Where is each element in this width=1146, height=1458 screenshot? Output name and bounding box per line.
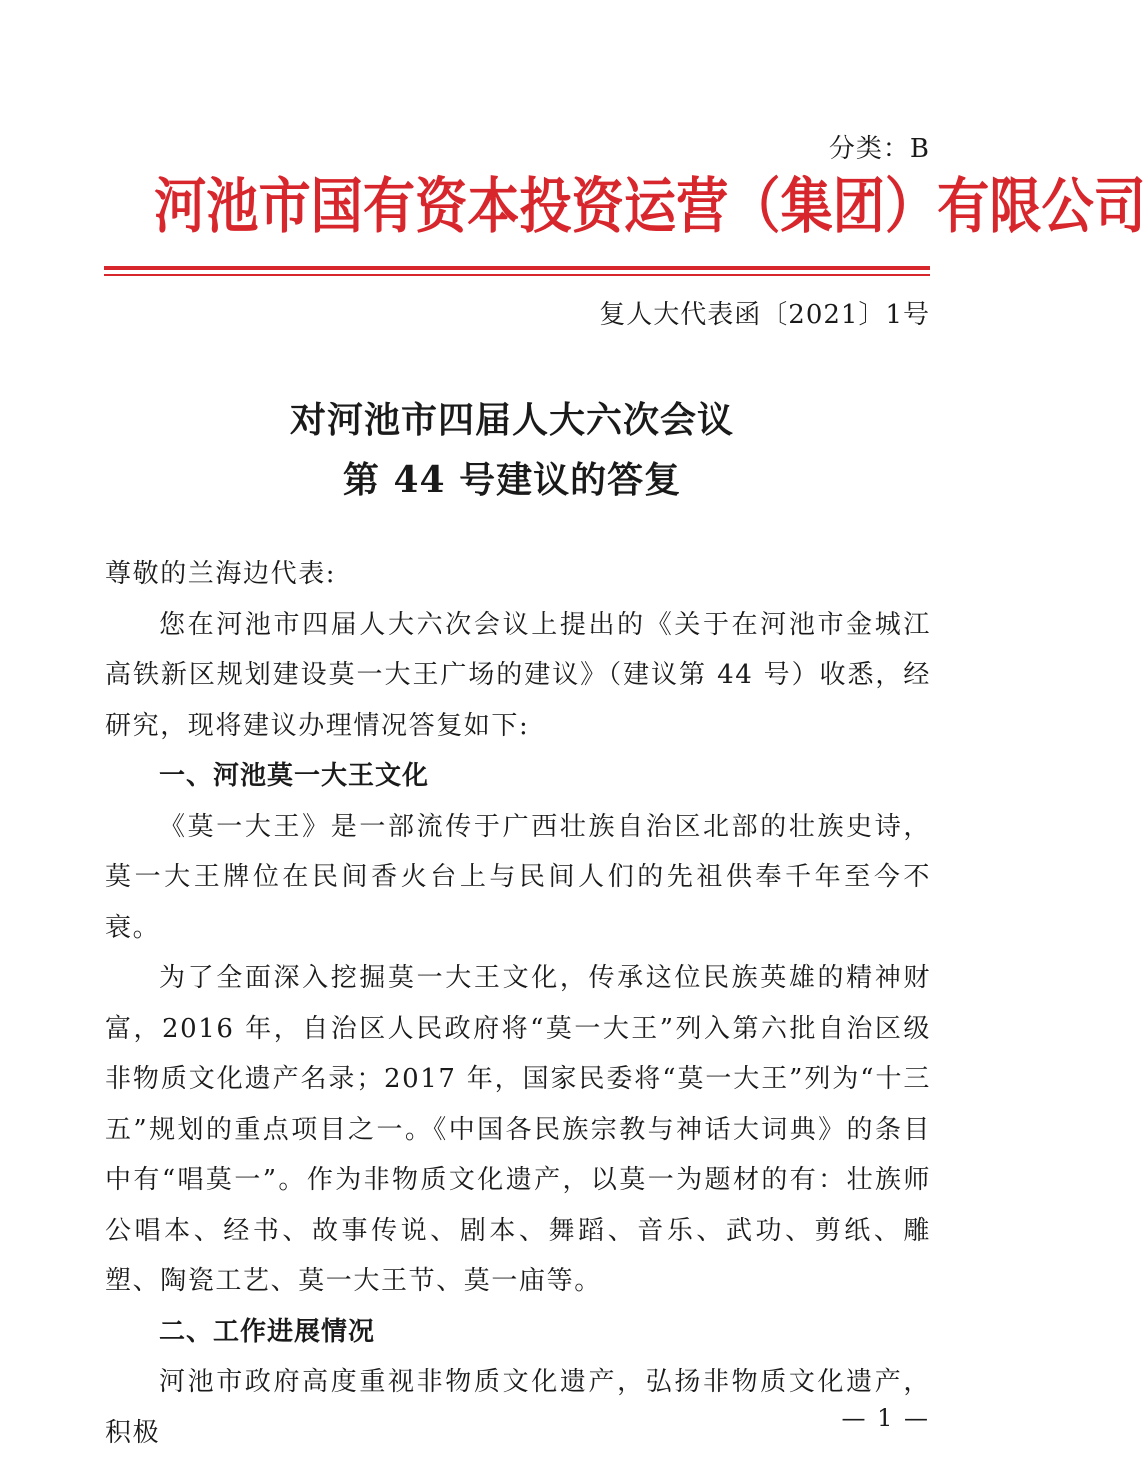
title-line-2: 第 44 号建议的答复 (342, 459, 682, 501)
organization-name-heading: 河池市国有资本投资运营（集团）有限公司 (154, 172, 1146, 242)
section-2-paragraph-1: 河池市政府高度重视非物质文化遗产，弘扬非物质文化遗产，积极 (105, 1367, 931, 1448)
section-heading-1: 一、河池莫一大王文化 (159, 761, 430, 791)
document-title (0, 390, 1024, 510)
section-1-paragraph-1: 《莫一大王》是一部流传于广西壮族自治区北部的壮族史诗，莫一大王牌位在民间香火台上与民间人们的先祖供奉千年至今不衰。 (105, 811, 931, 943)
intro-paragraph: 您在河池市四届人大六次会议上提出的《关于在河池市金城江高铁新区规划建设莫一大王广场的建议》（建议第 44 号）收悉，经研究，现将建议办理情况答复如下: (105, 609, 931, 741)
red-divider-thin (104, 274, 930, 276)
document-body (105, 549, 931, 1458)
page-number: — 1 — (841, 1404, 930, 1432)
classification-label: 分类：B (828, 134, 930, 164)
title-line-1: 对河池市四届人大六次会议 (289, 399, 734, 441)
section-heading-2: 二、工作进展情况 (159, 1316, 376, 1347)
salutation: 尊敬的兰海边代表: (105, 559, 337, 589)
section-1-paragraph-2: 为了全面深入挖掘莫一大王文化，传承这位民族英雄的精神财富，2016 年，自治区人民政府将“莫一大王”列入第六批自治区级非物质文化遗产名录；2017 年，国家民委将“莫一大王”列为“十三五”规划的重点项目之一。《中国各民族宗教与神话大词典》的条目中有“唱莫一”。作为非物质文化遗产，以莫一为题材的有：壮族师公唱本、经书、故事传说、剧本、舞蹈、音乐、武功、剪纸、雕塑、陶瓷工艺、莫一大王节、莫一庙等。 (105, 963, 931, 1296)
red-divider-thick (104, 266, 930, 270)
document-number: 复人大代表函〔2021〕1号 (599, 300, 930, 330)
